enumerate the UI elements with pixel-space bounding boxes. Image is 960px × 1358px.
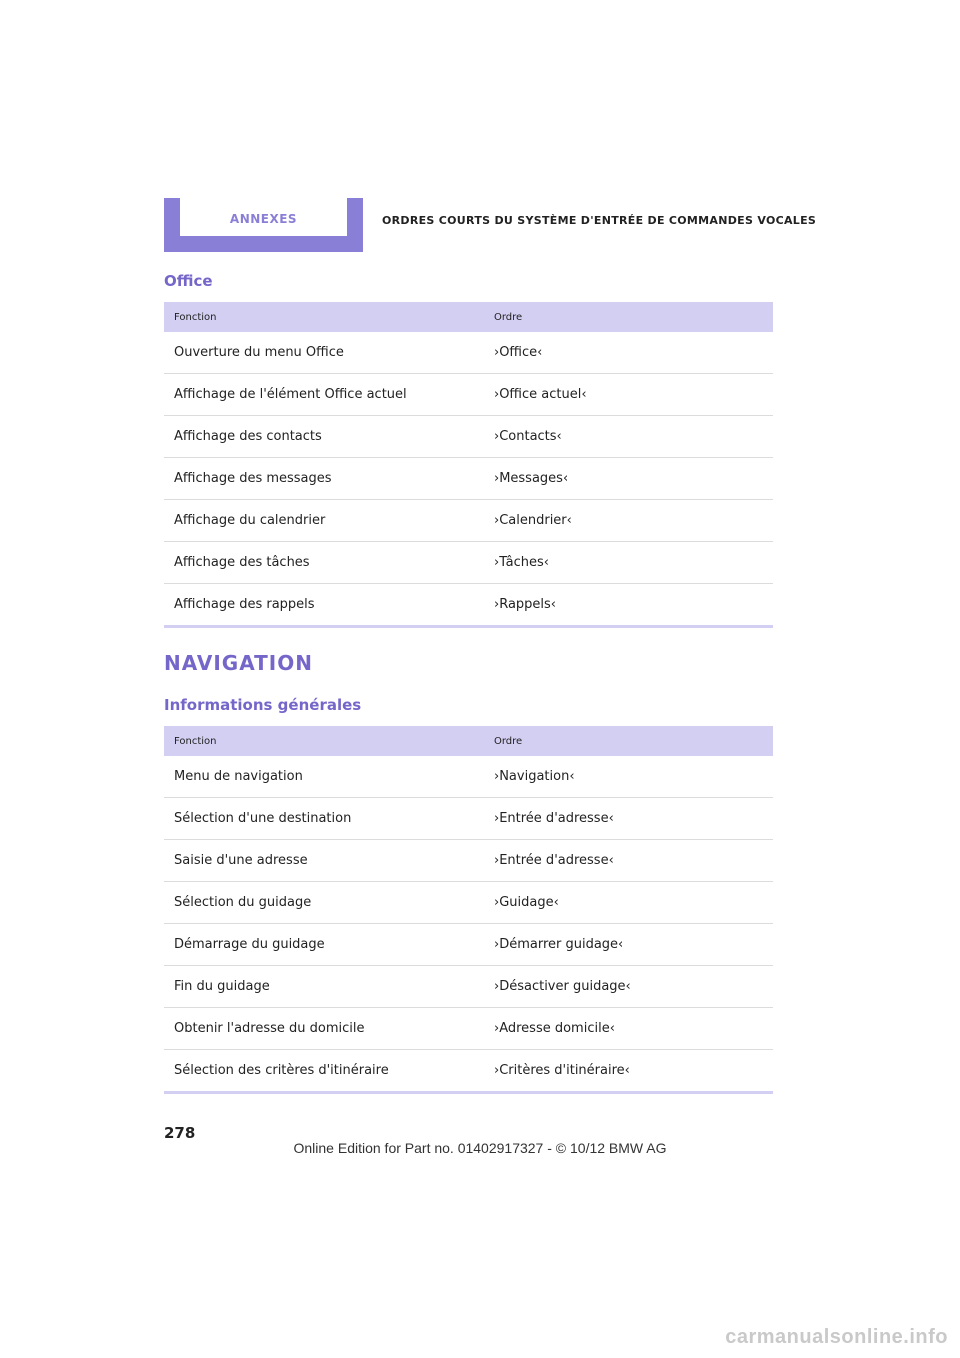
navigation-heading: NAVIGATION <box>164 651 313 675</box>
ordre-cell: ›Navigation‹ <box>479 756 773 798</box>
fonction-cell: Ouverture du menu Office <box>164 332 479 374</box>
ordre-cell: ›Critères d'itinéraire‹ <box>479 1050 773 1093</box>
navigation-subheading: Informations générales <box>164 696 362 714</box>
ordre-cell: ›Office‹ <box>479 332 773 374</box>
ordre-cell: ›Désactiver guidage‹ <box>479 966 773 1008</box>
table-row <box>164 798 773 840</box>
table-row <box>164 840 773 882</box>
fonction-cell: Affichage des tâches <box>164 542 479 584</box>
fonction-cell: Fin du guidage <box>164 966 479 1008</box>
table-row <box>164 1008 773 1050</box>
running-header: ORDRES COURTS DU SYSTÈME D'ENTRÉE DE COMMANDES VOCALES <box>382 214 817 227</box>
ordre-cell: ›Contacts‹ <box>479 416 773 458</box>
column-header-ordre: Ordre <box>479 302 773 332</box>
table-row <box>164 584 773 627</box>
table-header-row <box>164 726 773 756</box>
fonction-cell: Affichage des messages <box>164 458 479 500</box>
ordre-cell: ›Calendrier‹ <box>479 500 773 542</box>
ordre-cell: ›Entrée d'adresse‹ <box>479 798 773 840</box>
fonction-cell: Obtenir l'adresse du domicile <box>164 1008 479 1050</box>
section-tab-label: ANNEXES <box>229 212 298 226</box>
table-row <box>164 1050 773 1093</box>
ordre-cell: ›Tâches‹ <box>479 542 773 584</box>
office-table <box>164 302 773 628</box>
table-row <box>164 332 773 374</box>
column-header-ordre: Ordre <box>479 726 773 756</box>
fonction-cell: Affichage du calendrier <box>164 500 479 542</box>
table-row <box>164 542 773 584</box>
table-row <box>164 500 773 542</box>
table-row <box>164 458 773 500</box>
section-tab <box>164 198 363 252</box>
office-heading: Office <box>164 272 213 290</box>
ordre-cell: ›Entrée d'adresse‹ <box>479 840 773 882</box>
footer-edition: Online Edition for Part no. 01402917327 - © 10/12 BMW AG <box>293 1140 667 1156</box>
table-row <box>164 924 773 966</box>
column-header-fonction: Fonction <box>164 302 479 332</box>
ordre-cell: ›Adresse domicile‹ <box>479 1008 773 1050</box>
ordre-cell: ›Démarrer guidage‹ <box>479 924 773 966</box>
fonction-cell: Démarrage du guidage <box>164 924 479 966</box>
fonction-cell: Sélection du guidage <box>164 882 479 924</box>
table-row <box>164 416 773 458</box>
ordre-cell: ›Guidage‹ <box>479 882 773 924</box>
watermark: carmanualsonline.info <box>725 1326 948 1348</box>
fonction-cell: Affichage de l'élément Office actuel <box>164 374 479 416</box>
table-row <box>164 882 773 924</box>
navigation-table <box>164 726 773 1094</box>
section-tab-inner <box>180 198 347 236</box>
ordre-cell: ›Messages‹ <box>479 458 773 500</box>
column-header-fonction: Fonction <box>164 726 479 756</box>
table-header-row <box>164 302 773 332</box>
page-number: 278 <box>164 1124 196 1142</box>
ordre-cell: ›Office actuel‹ <box>479 374 773 416</box>
table-row <box>164 374 773 416</box>
fonction-cell: Saisie d'une adresse <box>164 840 479 882</box>
table-row <box>164 966 773 1008</box>
fonction-cell: Affichage des rappels <box>164 584 479 627</box>
table-row <box>164 756 773 798</box>
ordre-cell: ›Rappels‹ <box>479 584 773 627</box>
fonction-cell: Sélection d'une destination <box>164 798 479 840</box>
fonction-cell: Affichage des contacts <box>164 416 479 458</box>
fonction-cell: Sélection des critères d'itinéraire <box>164 1050 479 1093</box>
fonction-cell: Menu de navigation <box>164 756 479 798</box>
